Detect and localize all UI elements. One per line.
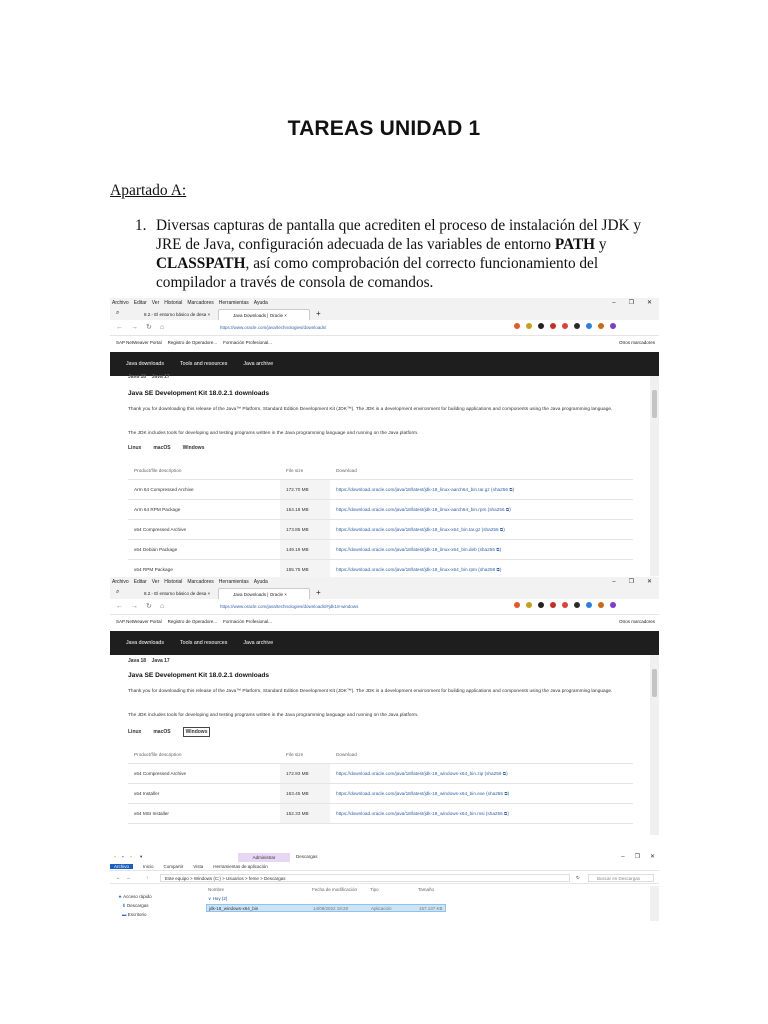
screenshot-windows-downloads: [110, 577, 659, 835]
col-header[interactable]: Nombre: [208, 887, 225, 892]
downloads-heading: Java SE Development Kit 18.0.2.1 downloads: [128, 390, 270, 397]
page-content: [110, 655, 650, 835]
file-size: 172.70 MB: [280, 480, 330, 499]
nav-java-downloads[interactable]: Java downloads: [126, 361, 164, 367]
close-icon[interactable]: ✕: [646, 300, 652, 306]
table-row: [128, 520, 633, 540]
bookmarks-bar: [110, 336, 659, 350]
screenshot-linux-downloads: [110, 298, 659, 577]
close-icon[interactable]: ✕: [646, 579, 652, 585]
other-bookmarks[interactable]: Otros marcadores: [618, 619, 655, 624]
search-input[interactable]: Buscar en Descargas: [588, 874, 654, 882]
forward-icon[interactable]: →: [131, 603, 138, 610]
col-header: File size: [286, 752, 304, 757]
tab-oracle[interactable]: Java Downloads | Oracle ×: [218, 309, 310, 320]
search-icon[interactable]: ⌕: [116, 310, 120, 316]
nav-buttons: [116, 601, 172, 613]
nav-quick-access[interactable]: [118, 892, 152, 901]
bookmark[interactable]: Registro de Operadore...: [167, 619, 218, 624]
window-controls: [602, 577, 655, 587]
navigation-toolbar: [110, 599, 659, 615]
navigation-pane: [118, 892, 152, 919]
table-header: [128, 462, 633, 480]
java-version-tabs: [128, 658, 170, 664]
file-size: 173.85 MB: [280, 520, 330, 539]
file-size: 149.19 MB: [280, 540, 330, 559]
extension-icon[interactable]: [574, 602, 580, 608]
extension-icons: [514, 323, 622, 330]
tab-label: Java Downloads | Oracle: [233, 592, 283, 597]
other-bookmarks[interactable]: Otros marcadores: [618, 340, 655, 345]
home-icon[interactable]: ⌂: [159, 324, 165, 331]
menu-item[interactable]: Editar: [133, 579, 147, 585]
item-text-bold-path: PATH: [554, 236, 596, 253]
extension-icon[interactable]: [586, 602, 592, 608]
tab-java-17[interactable]: Java 17: [151, 658, 170, 664]
downloads-table: [128, 462, 633, 577]
refresh-icon[interactable]: ↻: [576, 875, 580, 880]
downloads-heading: Java SE Development Kit 18.0.2.1 downloads: [128, 672, 270, 679]
menu-item[interactable]: Marcadores: [187, 579, 214, 585]
section-heading: Apartado A:: [110, 182, 187, 199]
ribbon-tab-view[interactable]: Vista: [193, 864, 204, 869]
group-label: Hoy (2): [212, 896, 228, 901]
extension-icon[interactable]: [526, 323, 532, 329]
new-tab-icon[interactable]: +: [316, 309, 321, 318]
item-text: [156, 216, 656, 292]
file-size: 155.75 MB: [280, 560, 330, 577]
nav-java-archive[interactable]: Java archive: [243, 361, 274, 367]
file-description: x64 RPM Package: [134, 567, 173, 572]
menu-item[interactable]: Herramientas: [218, 300, 249, 306]
col-header: File size: [286, 468, 304, 473]
chevron-down-icon: ∨: [208, 896, 212, 901]
file-size: 157.137 KB: [419, 906, 443, 911]
navigation-toolbar: [110, 320, 659, 336]
menu-item[interactable]: Archivo: [112, 300, 129, 306]
download-icon: ⬇: [122, 903, 126, 908]
browser-menu-bar: [110, 298, 659, 308]
col-header[interactable]: Tipo: [370, 887, 379, 892]
file-size: 154.18 MB: [280, 500, 330, 519]
bookmark[interactable]: SAP NetWeaver Portal: [116, 340, 162, 345]
window-controls: [611, 852, 655, 862]
restore-icon[interactable]: ❐: [628, 300, 634, 306]
restore-icon[interactable]: ❐: [628, 579, 634, 585]
tab-oracle[interactable]: Java Downloads | Oracle ×: [218, 588, 310, 599]
close-icon[interactable]: ✕: [649, 854, 655, 860]
menu-item[interactable]: Ayuda: [253, 579, 268, 585]
menu-item[interactable]: Ver: [151, 579, 160, 585]
scrollbar-thumb[interactable]: [652, 669, 657, 697]
restore-icon[interactable]: ❐: [634, 854, 640, 860]
download-link[interactable]: https://download.oracle.com/java/18/latest/jdk-18_windows-x64_bin.zip (sha256 ⧉): [336, 771, 508, 776]
minimize-icon[interactable]: –: [621, 854, 625, 860]
tab-bar: [110, 308, 659, 320]
tab-java-17[interactable]: Java 17: [151, 374, 170, 380]
ribbon-tab-home[interactable]: Inicio: [143, 864, 154, 869]
table-row: [128, 480, 633, 500]
table-row: [128, 764, 633, 784]
file-type: Aplicación: [371, 906, 392, 911]
file-size: 153.45 MB: [280, 784, 330, 803]
path-breadcrumb[interactable]: Este equipo > Windows (C:) > Usuarios > feme > Descargas: [160, 874, 570, 882]
extension-icon[interactable]: [598, 602, 604, 608]
save-icon[interactable]: ▪: [122, 854, 124, 859]
extension-icon[interactable]: [610, 323, 616, 329]
menu-item[interactable]: Historial: [164, 300, 183, 306]
file-list-header: [206, 886, 651, 894]
col-header: Product/file description: [134, 752, 182, 757]
download-link[interactable]: https://download.oracle.com/java/18/latest/jdk-18_linux-aarch64_bin.tar.gz (sha256 ⧉): [336, 487, 515, 492]
tab-java-18[interactable]: Java 18: [128, 374, 147, 380]
col-header: Download: [336, 752, 357, 757]
bookmarks-bar: [110, 615, 659, 629]
explorer-ribbon: [110, 862, 659, 871]
table-row: [128, 540, 633, 560]
extension-icon[interactable]: [550, 323, 556, 329]
scrollbar[interactable]: [650, 376, 659, 576]
extension-icon[interactable]: [538, 602, 544, 608]
bookmark[interactable]: Formación Profesional...: [223, 340, 272, 345]
page-content: [110, 376, 650, 576]
tools-paragraph: The JDK includes tools for developing and testing programs written in the Java programming language and running on the Java platform.: [128, 431, 419, 436]
desktop-icon: ▬: [122, 912, 127, 917]
nav-buttons: [116, 322, 172, 334]
nav-label: Escritorio: [127, 912, 147, 917]
tab-linux[interactable]: Linux: [128, 445, 142, 451]
download-link[interactable]: https://download.oracle.com/java/18/latest/jdk-18_linux-x64_bin.deb (sha256 ⧉): [336, 547, 502, 552]
table-row: [128, 804, 633, 824]
oracle-nav: [110, 352, 659, 376]
home-icon[interactable]: ⌂: [159, 603, 165, 610]
folder-icon: ▪: [114, 854, 116, 859]
tab-windows[interactable]: Windows: [182, 445, 205, 451]
minimize-icon[interactable]: –: [612, 579, 616, 585]
menu-item[interactable]: Historial: [164, 579, 183, 585]
menu-item[interactable]: Archivo: [112, 579, 129, 585]
oracle-nav: [110, 631, 659, 655]
extension-icon[interactable]: [562, 602, 568, 608]
bookmark[interactable]: Registro de Operadore...: [167, 340, 218, 345]
file-date: 14/09/2022 19:28: [313, 906, 349, 911]
download-link[interactable]: https://download.oracle.com/java/18/latest/jdk-18_linux-aarch64_bin.rpm (sha256 ⧉): [336, 507, 511, 512]
download-link[interactable]: https://download.oracle.com/java/18/latest/jdk-18_windows-x64_bin.msi (sha256 ⧉): [336, 811, 509, 816]
item-number: 1.: [135, 217, 147, 234]
file-description: x64 Compressed Archive: [134, 771, 187, 776]
up-icon[interactable]: ↑: [146, 875, 149, 880]
reload-icon[interactable]: ↻: [146, 324, 152, 331]
forward-icon[interactable]: →: [131, 324, 138, 331]
extension-icon[interactable]: [598, 323, 604, 329]
table-row: [128, 560, 633, 577]
quick-access-dropdown-icon[interactable]: ▾: [140, 854, 143, 859]
menu-item[interactable]: Ayuda: [253, 300, 268, 306]
menu-item[interactable]: Marcadores: [187, 300, 214, 306]
tab-label: 8.2.- El entorno básico de desa: [144, 312, 207, 317]
tab-label: Java Downloads | Oracle: [233, 313, 283, 318]
menu-item[interactable]: Editar: [133, 300, 147, 306]
extension-icon[interactable]: [514, 323, 520, 329]
address-bar[interactable]: https://www.oracle.com/java/technologies/downloads/#jdk18-windows: [220, 604, 359, 609]
extension-icon[interactable]: [574, 323, 580, 329]
menu-item[interactable]: Ver: [151, 300, 160, 306]
nav-label: Descargas: [127, 903, 149, 908]
nav-java-downloads[interactable]: Java downloads: [126, 640, 164, 646]
star-icon: ★: [118, 894, 123, 899]
tab-label: 8.2.- El entorno básico de desa: [144, 591, 207, 596]
extension-icon[interactable]: [610, 602, 616, 608]
java-version-tabs: [128, 374, 170, 380]
scrollbar[interactable]: [650, 655, 659, 835]
intro-paragraph: Thank you for downloading this release of the Java™ Platform, Standard Edition Development Kit (JDK™). The JDK is a development environment for building applications and components using the Java programming language.: [128, 689, 613, 694]
extension-icons: [514, 602, 622, 609]
file-size: 172.93 MB: [280, 764, 330, 783]
page-title: TAREAS UNIDAD 1: [287, 117, 481, 140]
extension-icon[interactable]: [550, 602, 556, 608]
file-description: Arm 64 Compressed Archive: [134, 487, 194, 492]
downloads-table: [128, 746, 633, 824]
tab-windows[interactable]: Windows: [183, 727, 211, 737]
extension-icon[interactable]: [562, 323, 568, 329]
tools-paragraph: The JDK includes tools for developing and testing programs written in the Java programming language and running on the Java platform.: [128, 713, 419, 718]
intro-paragraph: Thank you for downloading this release of the Java™ Platform, Standard Edition Development Kit (JDK™). The JDK is a development environment for building applications and components using the Java programming language.: [128, 407, 613, 412]
tab-moodle[interactable]: 8.2.- El entorno básico de desa ×: [144, 312, 211, 317]
item-text-part: Diversas capturas de pantalla que acrediten el proceso de instalación del JDK y JRE de Java, configuración adecuada de las variables de entorno: [156, 217, 642, 253]
new-tab-icon[interactable]: +: [316, 588, 321, 597]
forward-icon[interactable]: →: [126, 875, 131, 880]
tab-macos[interactable]: macOS: [153, 729, 171, 735]
file-description: Arm 64 RPM Package: [134, 507, 181, 512]
bookmark[interactable]: Formación Profesional...: [223, 619, 272, 624]
folder-icon: ▪: [130, 854, 132, 859]
file-description: x64 Debian Package: [134, 547, 178, 552]
download-link[interactable]: https://download.oracle.com/java/18/latest/jdk-18_linux-x64_bin.tar.gz (sha256 ⧉): [336, 527, 505, 532]
tab-bar: [110, 587, 659, 599]
back-icon[interactable]: ←: [116, 324, 123, 331]
extension-icon[interactable]: [514, 602, 520, 608]
nav-desktop[interactable]: [118, 910, 152, 919]
file-row[interactable]: [206, 904, 446, 912]
table-row: [128, 500, 633, 520]
reload-icon[interactable]: ↻: [146, 603, 152, 610]
table-row: [128, 784, 633, 804]
minimize-icon[interactable]: –: [612, 300, 616, 306]
nav-tools-resources[interactable]: Tools and resources: [180, 640, 228, 646]
window-title: Descargas: [296, 854, 318, 859]
ribbon-tab-app-tools[interactable]: Herramientas de aplicación: [213, 864, 268, 869]
extension-icon[interactable]: [526, 602, 532, 608]
item-text-bold-classpath: CLASSPATH: [156, 255, 246, 272]
nav-downloads[interactable]: [118, 901, 152, 910]
table-header: [128, 746, 633, 764]
tab-linux[interactable]: Linux: [128, 729, 142, 735]
download-link[interactable]: https://download.oracle.com/java/18/latest/jdk-18_windows-x64_bin.exe (sha256 ⧉): [336, 791, 510, 796]
scrollbar-thumb[interactable]: [652, 390, 657, 418]
file-description: x64 Installer: [134, 791, 160, 796]
bookmark[interactable]: SAP NetWeaver Portal: [116, 619, 162, 624]
file-name: jdk-18_windows-x64_bin: [209, 906, 259, 911]
manage-tab[interactable]: Administrar: [238, 853, 290, 862]
address-bar[interactable]: https://www.oracle.com/java/technologies/downloads/: [220, 325, 327, 330]
file-description: x64 MSI Installer: [134, 811, 169, 816]
nav-label: Acceso rápido: [123, 894, 152, 899]
window-controls: [602, 298, 655, 308]
back-icon[interactable]: ←: [116, 603, 123, 610]
tab-java-18[interactable]: Java 18: [128, 658, 147, 664]
os-tabs: [128, 727, 222, 737]
screenshot-file-explorer: [110, 852, 659, 921]
col-header: Download: [336, 468, 357, 473]
item-text-part: , así como comprobación del correcto funcionamiento del compilador a través de consola de comandos.: [156, 255, 599, 291]
file-description: x64 Compressed Archive: [134, 527, 187, 532]
ribbon-tab-share[interactable]: Compartir: [163, 864, 184, 869]
col-header[interactable]: Tamaño: [418, 887, 435, 892]
tab-moodle[interactable]: 8.2.- El entorno básico de desa ×: [144, 591, 211, 596]
group-header[interactable]: [208, 896, 227, 902]
browser-menu-bar: [110, 577, 659, 587]
os-tabs: [128, 445, 216, 451]
back-icon[interactable]: ←: [116, 875, 121, 880]
col-header: Product/file description: [134, 468, 182, 473]
item-text-part: y: [595, 236, 607, 253]
address-row: [110, 872, 659, 884]
nav-tools-resources[interactable]: Tools and resources: [180, 361, 228, 367]
ribbon-tab-file[interactable]: Archivo: [110, 864, 133, 869]
file-size: 152.33 MB: [280, 804, 330, 823]
scrollbar[interactable]: [650, 886, 659, 921]
download-link[interactable]: https://download.oracle.com/java/18/latest/jdk-18_linux-x64_bin.rpm (sha256 ⧉): [336, 567, 502, 572]
col-header[interactable]: Fecha de modificación: [312, 887, 358, 892]
extension-icon[interactable]: [586, 323, 592, 329]
extension-icon[interactable]: [538, 323, 544, 329]
tab-macos[interactable]: macOS: [153, 445, 171, 451]
nav-java-archive[interactable]: Java archive: [243, 640, 274, 646]
menu-item[interactable]: Herramientas: [218, 579, 249, 585]
search-icon[interactable]: ⌕: [116, 589, 120, 595]
explorer-title-bar: [110, 852, 659, 862]
